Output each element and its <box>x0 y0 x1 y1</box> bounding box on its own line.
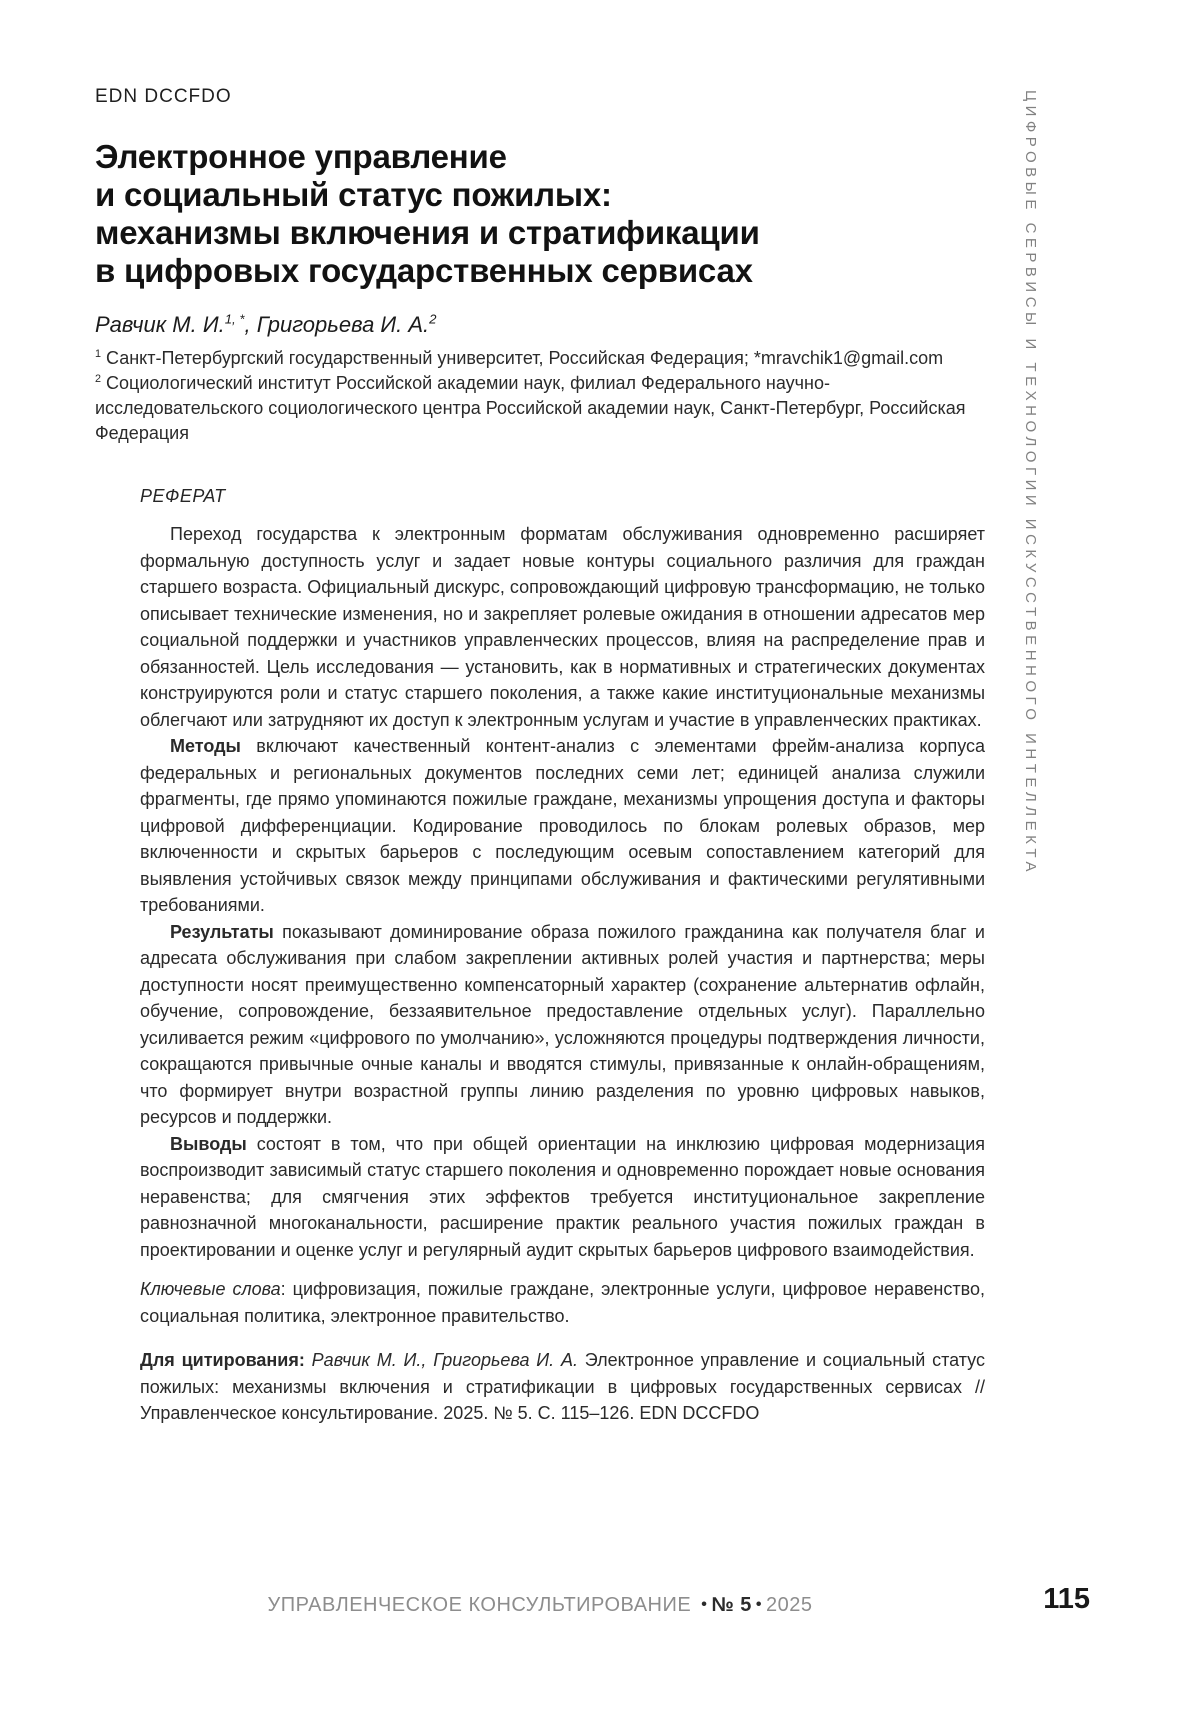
section-vertical-label: ЦИФРОВЫЕ СЕРВИСЫ И ТЕХНОЛОГИИ ИСКУССТВЕННОГО ИНТЕЛЛЕКТА <box>1022 90 1039 877</box>
paragraph-text: состоят в том, что при общей ориентации на инклюзию цифровая модернизация воспроизводит зависимый статус старшего поколения и одновременно порождает новые основания неравенства; для смягчения этих эффектов требуется институциональное закрепление равнозначной многоканальности, расширение практик реального участия пожилых граждан в проектировании и оценке услуг и регулярный аудит скрытых барьеров цифрового взаимодействия. <box>140 1133 985 1260</box>
author-name: Равчик М. И. <box>95 312 225 337</box>
affiliation-marker: 1 <box>95 348 102 360</box>
article-title-line: Электронное управление <box>95 138 507 175</box>
affiliation-text: Социологический институт Российской академии наук, филиал Федерального научно-исследовательского социологического центра Российской академии наук, Санкт-Петербург, Российская Федерация <box>95 373 966 443</box>
keywords-label: Ключевые слова <box>140 1279 281 1299</box>
abstract-paragraph <box>140 919 985 1131</box>
affiliation-marker: 2 <box>95 373 102 385</box>
paragraph-lead: Методы <box>170 736 241 756</box>
page-number: 115 <box>1043 1583 1090 1615</box>
abstract-section <box>140 486 985 1427</box>
footer-separator-dot: • <box>755 1596 762 1613</box>
citation-authors: Равчик М. И., Григорьева И. А. <box>304 1350 578 1370</box>
article-title-line: в цифровых государственных сервисах <box>95 252 753 289</box>
abstract-paragraph <box>140 521 985 733</box>
author-name: Григорьева И. А. <box>256 312 430 337</box>
citation-label: Для цитирования: <box>140 1350 305 1370</box>
footer-journal-line <box>95 1594 985 1617</box>
paragraph-lead: Результаты <box>170 921 274 942</box>
paragraph-lead: Выводы <box>170 1133 247 1154</box>
paragraph-text: Переход государства к электронным форматам обслуживания одновременно расширяет формальную доступность услуг и задает новые контуры социального различия для граждан старшего возраста. Официальный дискурс, сопровождающий цифровую трансформацию, не только описывает технические изменения, но и закрепляет ролевые ожидания в отношении адресатов мер социальной поддержки и участников управленческих процессов, влияя на распределение прав и обязанностей. Цель исследования — установить, как в нормативных и стратегических документах конструируются роли и статус старшего поколения, а также какие институциональные механизмы облегчают или затрудняют их доступ к электронным услугам и участие в управленческих практиках. <box>140 524 985 730</box>
citation-text: Электронное управление и социальный статус пожилых: механизмы включения и стратификации в цифровых государственных сервисах // Управленческое консультирование. 2025. № 5. С. 115–126. EDN DCCFDO <box>140 1350 985 1423</box>
author-affiliation-marker: 2 <box>429 311 437 327</box>
keywords-paragraph <box>140 1276 985 1329</box>
abstract-paragraph <box>140 1131 985 1264</box>
paragraph-text: включают качественный контент-анализ с элементами фрейм-анализа корпуса федеральных и региональных документов последних семи лет; единицей анализа служили фрагменты, где прямо упоминаются пожилые граждане, механизмы упрощения доступа и факторы цифровой дифференциации. Кодирование проводилось по блокам ролевых образов, мер включенности и скрытых барьеров с последующим осевым сопоставлением категорий для выявления устойчивых связок между принципами обслуживания и фактическими регулятивными требованиями. <box>140 736 985 915</box>
footer-separator-dot: • <box>701 1596 708 1613</box>
abstract-heading: РЕФЕРАТ <box>140 486 226 506</box>
affiliation-text: Санкт-Петербургский государственный университет, Российская Федерация; *mravchik1@gmail.com <box>101 348 944 368</box>
keywords-text: : цифровизация, пожилые граждане, электронные услуги, цифровое неравенство, социальная политика, электронное правительство. <box>140 1279 985 1326</box>
footer-issue-number: № 5 <box>711 1594 752 1616</box>
affiliations <box>95 346 985 446</box>
abstract-paragraph <box>140 733 985 919</box>
author-affiliation-marker: 1, * <box>224 311 245 327</box>
article-title-line: и социальный статус пожилых: <box>95 176 612 213</box>
footer-year: 2025 <box>765 1594 813 1616</box>
citation-paragraph <box>140 1347 985 1427</box>
authors-separator: , <box>244 312 257 337</box>
affiliation-entry <box>95 371 985 446</box>
footer-journal-title: УПРАВЛЕНЧЕСКОЕ КОНСУЛЬТИРОВАНИЕ <box>267 1594 692 1616</box>
article-title <box>95 138 985 290</box>
paragraph-text: показывают доминирование образа пожилого гражданина как получателя благ и адресата обслуживания при слабом закреплении активных ролей участия и партнерства; меры доступности носят преимущественно компенсаторный характер (сохранение альтернатив офлайн, обучение, сопровождение, беззаявительное предоставление отдельных услуг). Параллельно усиливается режим «цифрового по умолчанию», усложняются процедуры подтверждения личности, сокращаются привычные очные каналы и вводятся стимулы, привязанные к онлайн-обращениям, что формирует внутри возрастной группы линию разделения по уровню цифровых навыков, ресурсов и поддержки. <box>140 921 985 1127</box>
main-column <box>95 86 985 1445</box>
edn-code: EDN DCCFDO <box>95 86 232 107</box>
authors-line <box>95 312 985 338</box>
article-title-line: механизмы включения и стратификации <box>95 214 760 251</box>
affiliation-entry <box>95 346 985 371</box>
